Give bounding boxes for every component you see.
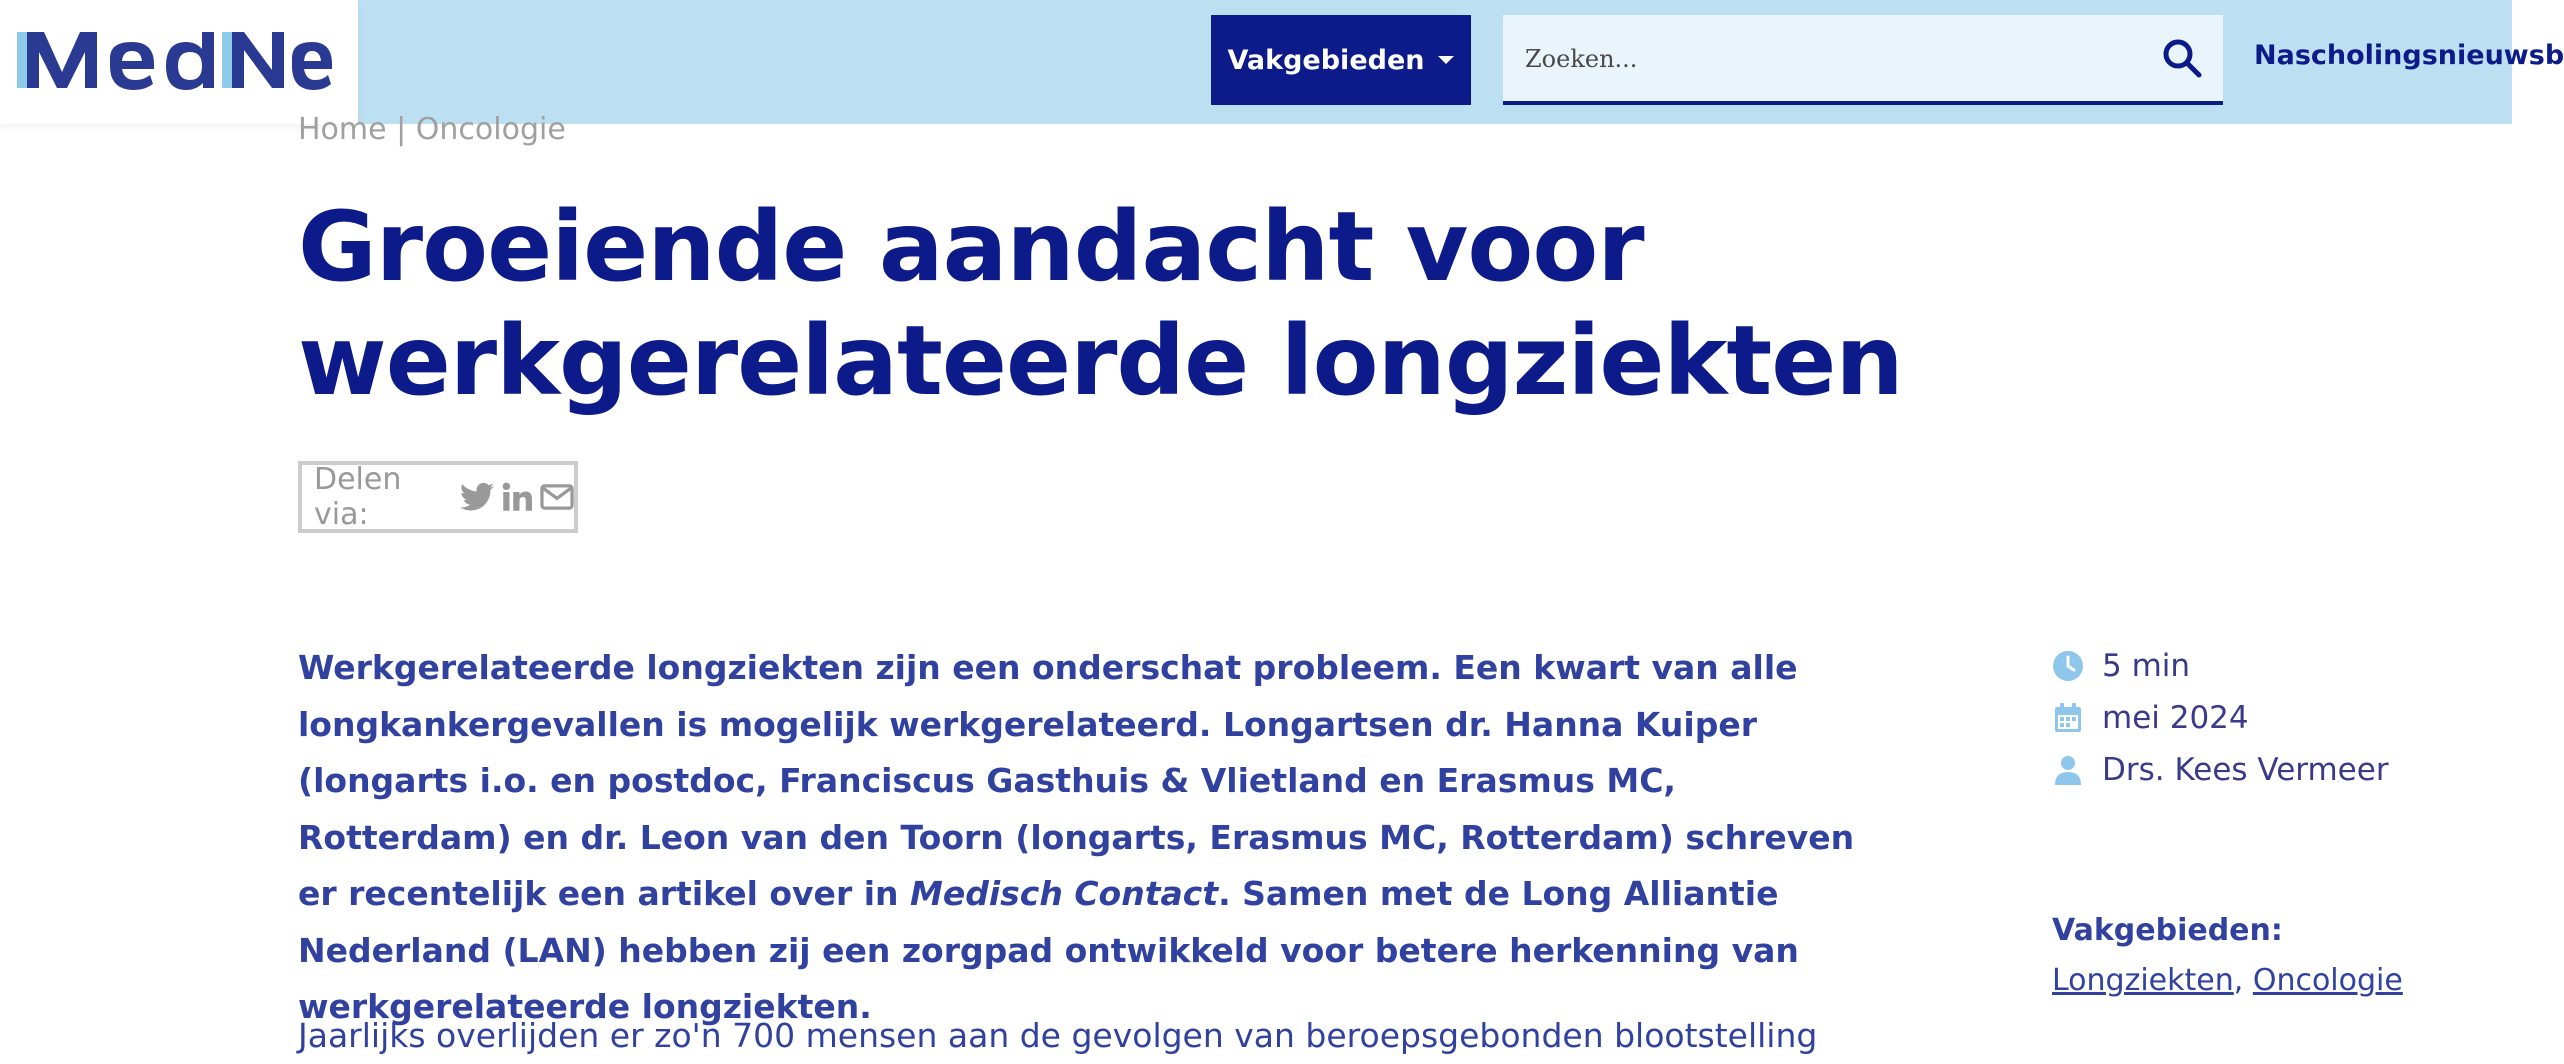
site-header — [0, 0, 2564, 124]
vakgebied-link-oncologie[interactable]: Oncologie — [2252, 963, 2403, 998]
logo-link[interactable] — [0, 0, 358, 124]
publish-date: mei 2024 — [2102, 700, 2249, 736]
vakgebieden-links — [2052, 963, 2403, 998]
intro-text-part1: Werkgerelateerde longziekten zijn een onderschat probleem. Een kwart van alle longkankergevallen is mogelijk werkgerelateerd. Longartsen dr. Hanna Kuiper (longarts i.o. en postdoc, Franciscus Gasthuis & Vlietland en Erasmus MC, Rotterdam) en dr. Leon van den Toorn (longarts, Erasmus MC, Rotterdam) schreven er recentelijk een artikel over in — [298, 648, 1855, 913]
clock-icon — [2052, 650, 2084, 682]
date-row — [2052, 692, 2389, 744]
article-intro — [298, 640, 1858, 1036]
breadcrumb — [298, 112, 566, 147]
breadcrumb-separator: | — [386, 112, 416, 147]
intro-text-part2: . Samen met de Long Alliantie Nederland (LAN) hebben zij een zorgpad ontwikkeld voor betere herkenning van werkgerelateerde longziekten. — [298, 874, 1799, 1026]
breadcrumb-oncologie[interactable]: Oncologie — [415, 112, 566, 147]
read-time-row — [2052, 640, 2389, 692]
intro-italic-source: Medisch Contact — [910, 874, 1219, 913]
person-icon — [2052, 754, 2084, 786]
vakgebied-link-longziekten[interactable]: Longziekten — [2052, 963, 2234, 998]
mednet-logo — [14, 22, 344, 98]
vakgebieden-label: Vakgebieden — [1227, 44, 1425, 76]
search-icon[interactable] — [2161, 37, 2203, 79]
share-box — [298, 461, 578, 533]
breadcrumb-home[interactable]: Home — [298, 112, 387, 147]
share-label: Delen via: — [314, 462, 402, 532]
author-name: Drs. Kees Vermeer — [2102, 752, 2389, 788]
read-time: 5 min — [2102, 648, 2191, 684]
calendar-icon — [2052, 702, 2084, 734]
mail-icon[interactable] — [540, 482, 574, 512]
vakgebied-separator: , — [2233, 963, 2253, 998]
vakgebieden-heading: Vakgebieden: — [2052, 913, 2283, 948]
nascholingsnieuwsbrief-link[interactable]: Nascholingsnieuwsb — [2254, 40, 2564, 71]
page-title: Groeiende aandacht voor werkgerelateerde longziekten — [298, 191, 1903, 417]
twitter-icon[interactable] — [460, 482, 494, 512]
author-row — [2052, 744, 2389, 796]
article-meta — [2052, 640, 2389, 796]
chevron-down-icon — [1437, 54, 1455, 66]
search-input[interactable] — [1523, 15, 2127, 103]
article-paragraph: Jaarlijks overlijden er zo'n 700 mensen aan de gevolgen van beroepsgebonden blootstelling — [298, 1016, 1818, 1055]
vakgebieden-dropdown-button[interactable] — [1211, 15, 1471, 105]
search-bar — [1503, 15, 2223, 105]
linkedin-icon[interactable] — [502, 482, 532, 512]
